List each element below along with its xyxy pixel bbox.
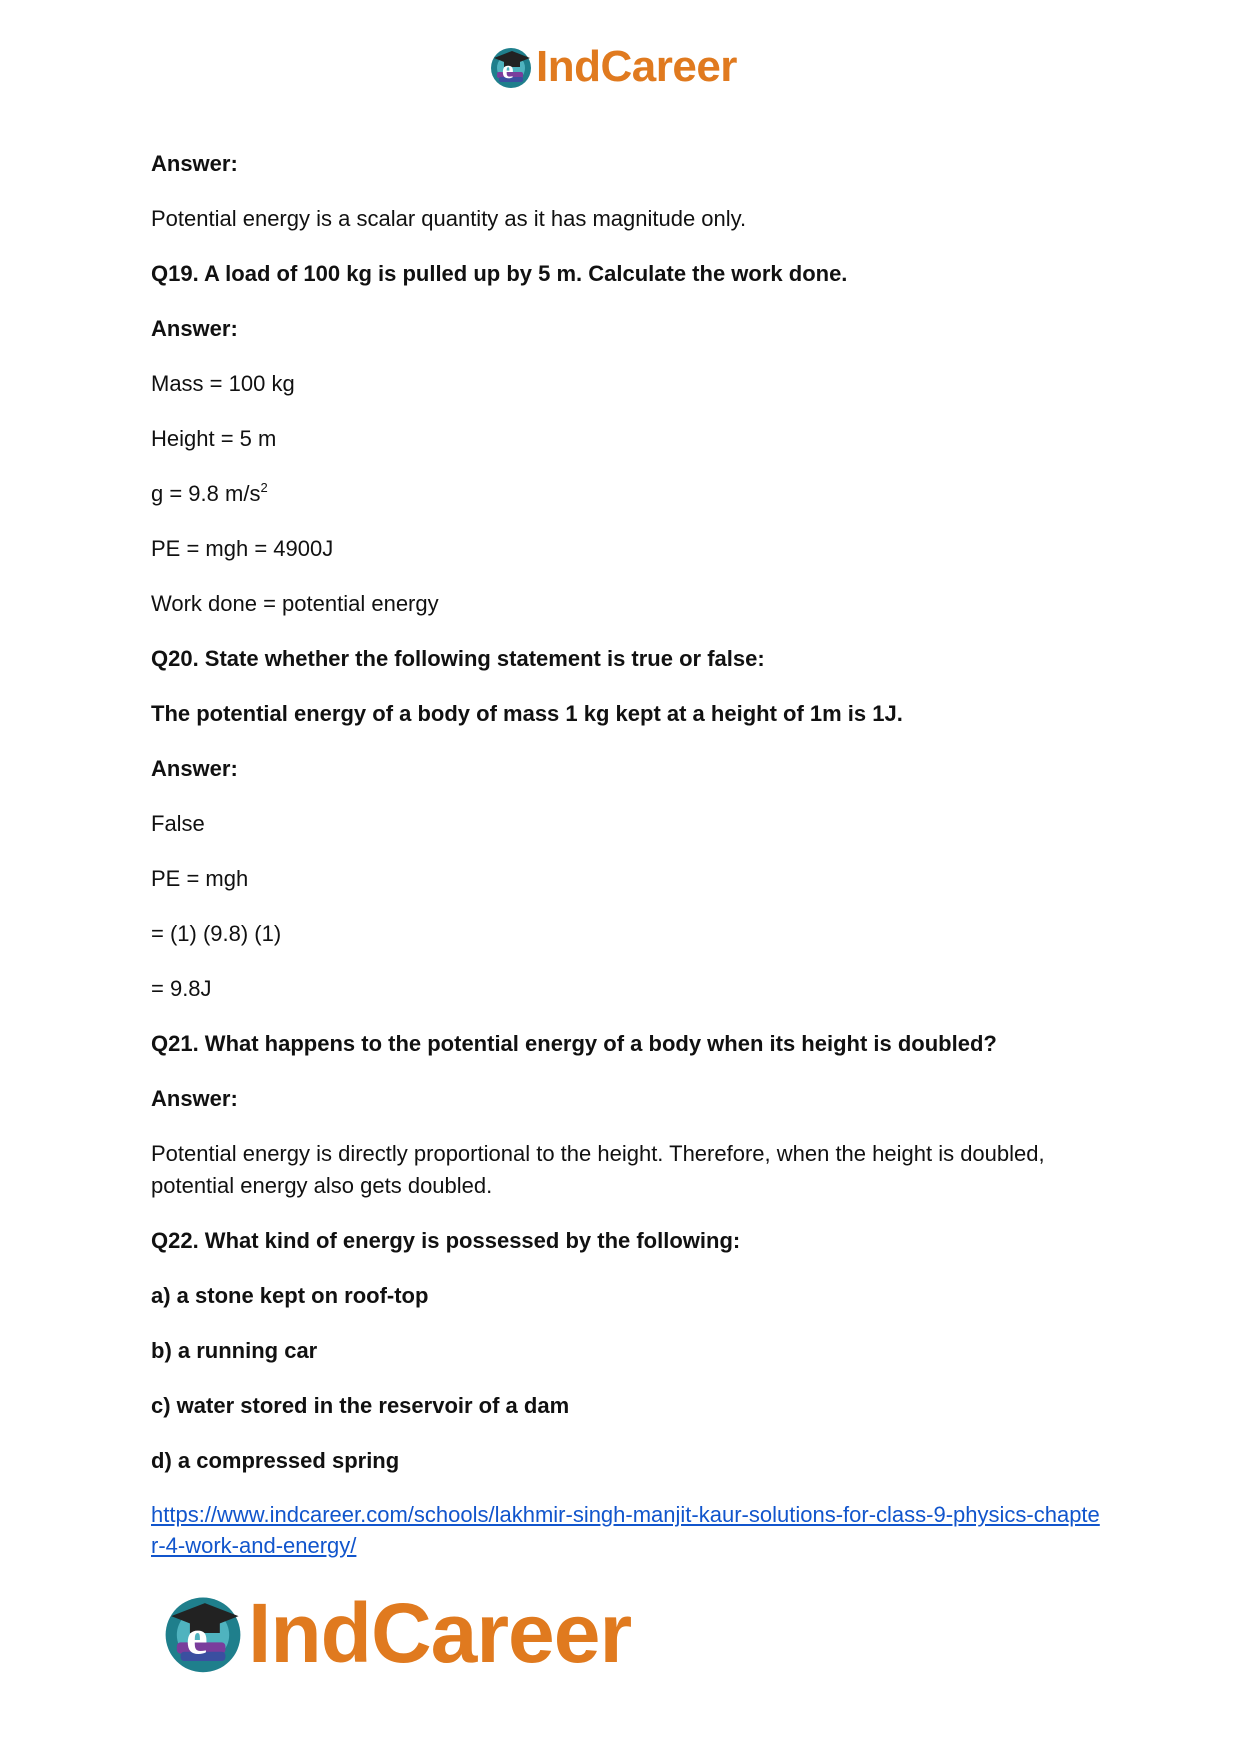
answer-line bbox=[151, 423, 1101, 455]
question-line bbox=[151, 753, 1101, 785]
logo-text: IndCareer bbox=[536, 42, 737, 91]
question-line bbox=[151, 1390, 1101, 1422]
line-text: Q22. What kind of energy is possessed by the following: bbox=[151, 1228, 741, 1253]
line-text: g = 9.8 m/s bbox=[151, 481, 261, 506]
answer-line bbox=[151, 533, 1101, 565]
answer-line bbox=[151, 808, 1101, 840]
footer-logo bbox=[160, 1585, 632, 1680]
line-text: Height = 5 m bbox=[151, 426, 277, 451]
line-text: PE = mgh bbox=[151, 866, 249, 891]
line-text: Potential energy is directly proportional to the height. Therefore, when the height is doubled, potential energy also gets doubled. bbox=[151, 1141, 1045, 1198]
line-text: = 9.8J bbox=[151, 976, 212, 1001]
answer-line bbox=[151, 973, 1101, 1005]
line-text: Work done = potential energy bbox=[151, 591, 439, 616]
answer-line bbox=[151, 918, 1101, 950]
source-link[interactable]: https://www.indcareer.com/schools/lakhmir-singh-manjit-kaur-solutions-for-class-9-physics-chapter-4-work-and-energy/ bbox=[151, 1502, 1100, 1558]
logo-letter: e bbox=[502, 55, 514, 84]
line-text: PE = mgh = 4900J bbox=[151, 536, 334, 561]
question-line bbox=[151, 1445, 1101, 1477]
question-line bbox=[151, 148, 1101, 180]
line-text: Q21. What happens to the potential energy of a body when its height is doubled? bbox=[151, 1031, 997, 1056]
question-line bbox=[151, 1280, 1101, 1312]
line-text: Q19. A load of 100 kg is pulled up by 5 m. Calculate the work done. bbox=[151, 261, 848, 286]
graduation-cap-books-icon bbox=[488, 44, 534, 90]
line-text: b) a running car bbox=[151, 1338, 318, 1363]
line-text: Mass = 100 kg bbox=[151, 371, 295, 396]
line-text: Answer: bbox=[151, 1086, 238, 1111]
logo-text: IndCareer bbox=[248, 1585, 632, 1680]
question-line bbox=[151, 1028, 1101, 1060]
line-text: Q20. State whether the following statement is true or false: bbox=[151, 646, 765, 671]
question-line bbox=[151, 698, 1101, 730]
line-text: Answer: bbox=[151, 316, 238, 341]
superscript: 2 bbox=[260, 480, 268, 495]
line-text: Potential energy is a scalar quantity as it has magnitude only. bbox=[151, 206, 747, 231]
line-text: Answer: bbox=[151, 151, 238, 176]
header-logo bbox=[488, 42, 737, 92]
line-text: Answer: bbox=[151, 756, 238, 781]
line-text: = (1) (9.8) (1) bbox=[151, 921, 282, 946]
line-text: a) a stone kept on roof-top bbox=[151, 1283, 429, 1308]
question-line bbox=[151, 1083, 1101, 1115]
answer-line bbox=[151, 588, 1101, 620]
answer-line bbox=[151, 478, 1101, 510]
line-text: False bbox=[151, 811, 205, 836]
answer-line bbox=[151, 203, 1101, 235]
line-text: c) water stored in the reservoir of a dam bbox=[151, 1393, 570, 1418]
logo-letter: e bbox=[186, 1610, 208, 1665]
question-line bbox=[151, 258, 1101, 290]
question-line bbox=[151, 643, 1101, 675]
graduation-cap-books-icon bbox=[160, 1590, 246, 1676]
question-line bbox=[151, 1335, 1101, 1367]
document-body bbox=[151, 148, 1101, 1561]
answer-line bbox=[151, 1138, 1101, 1202]
question-line bbox=[151, 1225, 1101, 1257]
line-text: d) a compressed spring bbox=[151, 1448, 400, 1473]
question-line bbox=[151, 313, 1101, 345]
answer-line bbox=[151, 863, 1101, 895]
line-text: The potential energy of a body of mass 1 kg kept at a height of 1m is 1J. bbox=[151, 701, 903, 726]
answer-line bbox=[151, 368, 1101, 400]
